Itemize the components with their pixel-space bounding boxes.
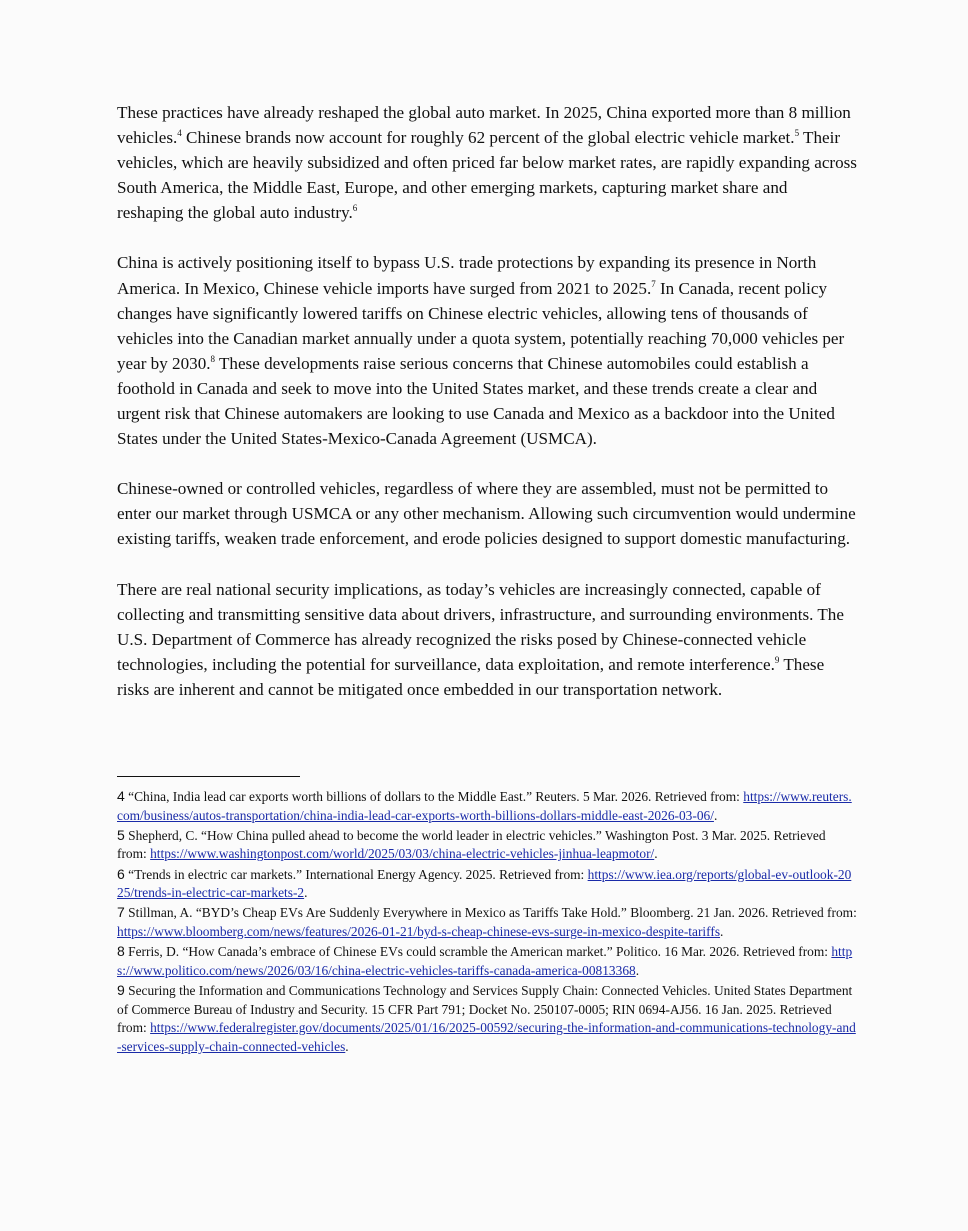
footnote-text: Securing the Information and Communications Technology and Services Supply Chain: Connected Vehicles. United States Department of Commerce Bureau of Industry and Security. 15 CFR Part 791; Docket No. 250107-0005; RIN 0694-AJ56. 16 Jan. 2025. Retrieved from: <box>117 982 853 1036</box>
footnote-link[interactable]: https://www.bloomberg.com/news/features/2026-01-21/byd-s-cheap-chinese-evs-surge-in-mexico-despite-tariffs <box>117 923 721 939</box>
paragraph-text: Chinese-owned or controlled vehicles, regardless of where they are assembled, must not be permitted to enter our market through USMCA or any other mechanism. Allowing such circumvention would undermine existing tariffs, weaken trade enforcement, and erode policies designed to support domestic manufacturing. <box>117 479 856 549</box>
footnote-punctuation: . <box>713 807 718 823</box>
footnote-reference: 9 <box>774 654 780 665</box>
footnote-number: 6 <box>117 865 125 882</box>
paragraph-text: China is actively positioning itself to bypass U.S. trade protections by expanding its presence in North America. In Mexico, Chinese vehicle imports have surged from 2021 to 2025. <box>117 253 817 298</box>
paragraph-text: There are real national security implications, as today’s vehicles are increasingly connected, capable of collecting and transmitting sensitive data about drivers, infrastructure, and surrounding environments. The U.S. Department of Commerce has already recognized the risks posed by Chinese-connected vehicle technologies, including the potential for surveillance, data exploitation, and remote interference. <box>117 579 844 674</box>
footnote-link[interactable]: https://www.reuters.com/business/autos-transportation/china-india-lead-car-exports-worth-billions-dollars-middle-east-2026-03-06/ <box>117 789 852 823</box>
footnote <box>117 865 857 903</box>
footnote-text: Stillman, A. “BYD’s Cheap EVs Are Suddenly Everywhere in Mexico as Tariffs Take Hold.” Bloomberg. 21 Jan. 2026. Retrieved from: <box>128 905 857 921</box>
footnote-punctuation: . <box>304 885 308 901</box>
footnote-reference: 5 <box>794 128 800 139</box>
footnote-text: “Trends in electric car markets.” International Energy Agency. 2025. Retrieved from: <box>128 866 588 882</box>
footnote-reference: 8 <box>210 353 216 364</box>
paragraph-text: These developments raise serious concerns that Chinese automobiles could establish a foothold in Canada and seek to move into the United States market, and these trends create a clear and urgent risk that Chinese automakers are looking to use Canada and Mexico as a backdoor into the United States under the United States-Mexico-Canada Agreement (USMCA). <box>117 353 835 449</box>
paragraph-text: Their vehicles, which are heavily subsidized and often priced far below market rates, are rapidly expanding across South America, the Middle East, Europe, and other emerging markets, capturing market share and reshaping the global auto industry. <box>117 128 857 223</box>
paragraph-text: In Canada, recent policy changes have significantly lowered tariffs on Chinese electric vehicles, allowing tens of thousands of vehicles into the Canadian market annually under a quota system, potentially reaching 70,000 vehicles per year by 2030. <box>117 278 845 373</box>
body-text <box>117 100 857 702</box>
footnote-separator <box>117 776 300 777</box>
paragraph <box>117 476 857 551</box>
footnote-reference: 6 <box>352 203 358 214</box>
footnote-link[interactable]: https://www.washingtonpost.com/world/2025/03/03/china-electric-vehicles-jinhua-leapmotor/ <box>150 846 655 862</box>
footnote-reference: 4 <box>177 128 182 139</box>
paragraph <box>117 100 857 225</box>
paragraph <box>117 250 857 451</box>
footnote-text: Shepherd, C. “How China pulled ahead to become the world leader in electric vehicles.” Washington Post. 3 Mar. 2025. Retrieved from: <box>117 827 826 862</box>
footnote <box>117 826 857 864</box>
footnote-link[interactable]: https://www.federalregister.gov/documents/2025/01/16/2025-00592/securing-the-information-and-communications-technology-and-services-supply-chain-connected-vehicles <box>117 1020 856 1054</box>
paragraph-text: Chinese brands now account for roughly 62 percent of the global electric vehicle market. <box>181 128 795 148</box>
footnote-text: “China, India lead car exports worth billions of dollars to the Middle East.” Reuters. 5 Mar. 2026. Retrieved from: <box>128 789 744 804</box>
footnote-punctuation: . <box>654 846 658 862</box>
paragraph-text: These practices have already reshaped the global auto market. In 2025, China exported more than 8 million vehicles. <box>117 103 851 148</box>
footnote-link[interactable]: https://www.iea.org/reports/global-ev-outlook-2025/trends-in-electric-car-markets-2 <box>117 866 852 901</box>
footnote <box>117 942 857 980</box>
paragraph <box>117 577 857 702</box>
footnote-number: 7 <box>117 904 125 921</box>
footnote-link[interactable]: https://www.politico.com/news/2026/03/16/china-electric-vehicles-tariffs-canada-america-00813368 <box>117 944 853 978</box>
footnote-number: 9 <box>117 981 125 998</box>
footnote <box>117 903 857 941</box>
paragraph-text: These risks are inherent and cannot be mitigated once embedded in our transportation network. <box>117 654 825 699</box>
footnote-punctuation: . <box>720 923 724 939</box>
footnote-punctuation: . <box>345 1038 349 1054</box>
footnote <box>117 981 857 1056</box>
footnote-number: 8 <box>117 943 125 960</box>
footnote-reference: 7 <box>651 278 656 289</box>
footnote-number: 4 <box>117 788 125 804</box>
footnote-punctuation: . <box>635 962 640 978</box>
footnotes <box>117 787 857 1057</box>
footnote <box>117 787 857 825</box>
footnote-text: Ferris, D. “How Canada’s embrace of Chinese EVs could scramble the American market.” Politico. 16 Mar. 2026. Retrieved from: <box>128 944 832 960</box>
footnote-number: 5 <box>117 826 125 843</box>
